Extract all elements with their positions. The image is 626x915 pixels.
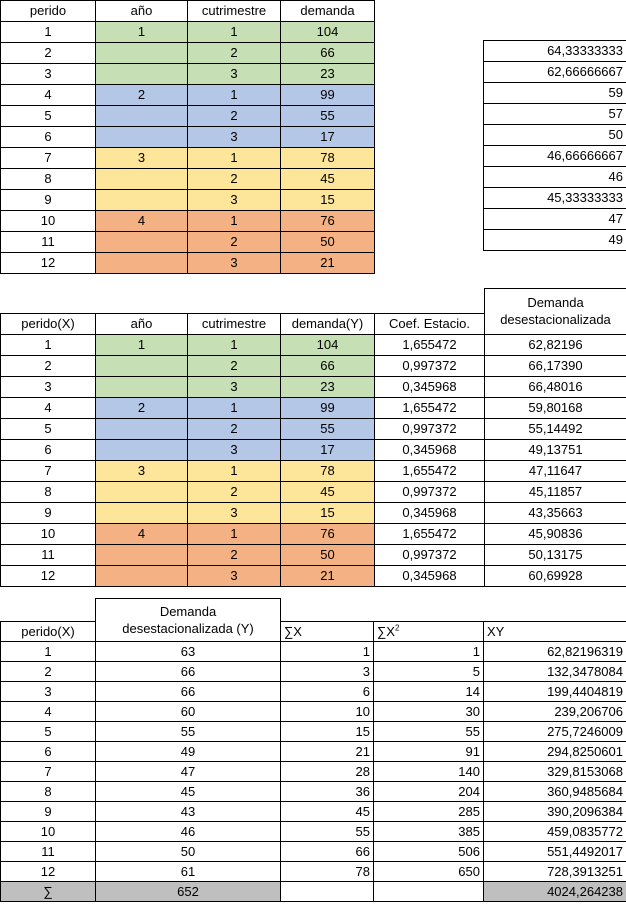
cell: 1 <box>1 642 96 662</box>
list-item <box>484 209 626 230</box>
cell: 0,345968 <box>375 502 485 523</box>
header-cutrimestre: cutrimestre <box>188 313 281 334</box>
cell: 1 <box>281 642 374 662</box>
cell: 1 <box>1 334 96 355</box>
cell: 21 <box>281 253 375 274</box>
cell: 2 <box>188 355 281 376</box>
cell: 43,35663 <box>485 502 626 523</box>
header-demanda: demanda <box>281 1 375 22</box>
cell: 1,655472 <box>375 334 485 355</box>
cell: 3 <box>1 64 96 85</box>
cell <box>96 355 188 376</box>
cell: 551,4492017 <box>484 842 626 862</box>
header-cutrimestre: cutrimestre <box>188 1 281 22</box>
cell: 3 <box>188 439 281 460</box>
header-sum-x2-sup: 2 <box>394 623 400 633</box>
table-row <box>1 460 626 481</box>
cell: 43 <box>96 802 281 822</box>
cell: 50 <box>281 544 375 565</box>
seasonal-table <box>0 288 626 587</box>
cell: 23 <box>281 64 375 85</box>
cell <box>96 544 188 565</box>
table-header-row <box>1 599 626 622</box>
total-row <box>1 882 626 902</box>
cell: 3 <box>1 682 96 702</box>
cell: 55 <box>281 822 374 842</box>
cell: 1 <box>188 148 281 169</box>
cell: 60,69928 <box>485 565 626 586</box>
cell: 3 <box>1 376 96 397</box>
spacer <box>484 599 626 622</box>
header-xy: XY <box>484 621 626 641</box>
cell: 0,997372 <box>375 544 485 565</box>
cell: 9 <box>1 802 96 822</box>
cell: 8 <box>1 169 96 190</box>
cell: 17 <box>281 439 375 460</box>
table-row <box>1 481 626 502</box>
cell: 1 <box>96 334 188 355</box>
cell: 62,66666667 <box>484 62 626 83</box>
cell: 5 <box>1 106 96 127</box>
cell: 3 <box>188 376 281 397</box>
table-header-row <box>1 621 626 641</box>
cell: 45,11857 <box>485 481 626 502</box>
cell: 45 <box>96 782 281 802</box>
table-row <box>1 148 375 169</box>
cell: 45,90836 <box>485 523 626 544</box>
header-ano: año <box>96 313 188 334</box>
list-item <box>484 104 626 125</box>
cell <box>281 882 374 902</box>
cell: 57 <box>484 104 626 125</box>
cell: 15 <box>281 190 375 211</box>
demand-table <box>0 0 375 274</box>
cell: 2 <box>188 106 281 127</box>
cell: 6 <box>1 439 96 460</box>
cell: 0,997372 <box>375 418 485 439</box>
cell: 46 <box>484 167 626 188</box>
cell: 1 <box>188 460 281 481</box>
cell: 66,17390 <box>485 355 626 376</box>
cell: 50 <box>281 232 375 253</box>
spacer <box>375 289 485 314</box>
header-sum-x2-label: ∑X <box>377 623 395 639</box>
cell: 8 <box>1 782 96 802</box>
cell: 3 <box>188 253 281 274</box>
cell: 506 <box>374 842 484 862</box>
cell: 4 <box>1 397 96 418</box>
cell: 204 <box>374 782 484 802</box>
cell: 2 <box>96 85 188 106</box>
header-demanda-desestacionalizada <box>485 289 626 335</box>
table-row <box>1 376 626 397</box>
cell: 10 <box>281 702 374 722</box>
table-row <box>1 43 375 64</box>
cell: 0,345968 <box>375 376 485 397</box>
cell: 12 <box>1 862 96 882</box>
cell <box>96 190 188 211</box>
table-row <box>1 211 375 232</box>
list-item <box>484 188 626 209</box>
table-row <box>1 22 375 43</box>
cell: 78 <box>281 460 375 481</box>
cell: 285 <box>374 802 484 822</box>
cell: 4 <box>1 702 96 722</box>
cell: 17 <box>281 127 375 148</box>
cell: 1 <box>188 397 281 418</box>
cell <box>96 418 188 439</box>
cell: 1 <box>374 642 484 662</box>
cell: 55 <box>96 722 281 742</box>
cell: 6 <box>281 682 374 702</box>
cell <box>96 481 188 502</box>
cell: 5 <box>1 722 96 742</box>
table-row <box>1 842 626 862</box>
cell: 50,13175 <box>485 544 626 565</box>
cell <box>96 232 188 253</box>
cell: 140 <box>374 762 484 782</box>
cell: 294,8250601 <box>484 742 626 762</box>
cell: 0,997372 <box>375 481 485 502</box>
total-xy: 4024,264238 <box>484 882 626 902</box>
cell: 5 <box>374 662 484 682</box>
cell <box>96 43 188 64</box>
cell: 7 <box>1 460 96 481</box>
table-row <box>1 662 626 682</box>
total-label: ∑ <box>1 882 96 902</box>
cell: 49 <box>484 230 626 251</box>
cell: 3 <box>188 190 281 211</box>
cell: 728,3913251 <box>484 862 626 882</box>
cell: 11 <box>1 544 96 565</box>
cell <box>96 376 188 397</box>
cell: 3 <box>281 662 374 682</box>
cell: 8 <box>1 481 96 502</box>
cell <box>96 64 188 85</box>
cell: 55 <box>374 722 484 742</box>
cell: 47 <box>96 762 281 782</box>
cell: 360,9485684 <box>484 782 626 802</box>
list-item <box>484 41 626 62</box>
cell: 60 <box>96 702 281 722</box>
cell: 66 <box>281 355 375 376</box>
cell: 1,655472 <box>375 397 485 418</box>
cell: 1 <box>188 334 281 355</box>
table-row <box>1 782 626 802</box>
cell: 78 <box>281 148 375 169</box>
header-coef-estacio: Coef. Estacio. <box>375 313 485 334</box>
cell: 3 <box>96 148 188 169</box>
cell: 15 <box>281 502 375 523</box>
cell: 46 <box>96 822 281 842</box>
cell: 3 <box>188 502 281 523</box>
table-row <box>1 682 626 702</box>
spacer <box>281 289 375 314</box>
table-row <box>1 802 626 822</box>
cell: 104 <box>281 22 375 43</box>
cell: 28 <box>281 762 374 782</box>
header-perido: perido <box>1 1 96 22</box>
cell: 36 <box>281 782 374 802</box>
cell: 50 <box>484 125 626 146</box>
cell: 55 <box>281 418 375 439</box>
table-row <box>1 106 375 127</box>
cell: 66 <box>281 842 374 862</box>
cell: 99 <box>281 85 375 106</box>
cell: 1,655472 <box>375 460 485 481</box>
cell: 66,48016 <box>485 376 626 397</box>
table-row <box>1 822 626 842</box>
cell: 2 <box>188 544 281 565</box>
cell: 12 <box>1 565 96 586</box>
cell: 59,80168 <box>485 397 626 418</box>
header-line1: Demanda <box>159 604 217 619</box>
cell: 50 <box>96 842 281 862</box>
table-row <box>1 544 626 565</box>
cell: 239,206706 <box>484 702 626 722</box>
cell: 2 <box>188 418 281 439</box>
cell: 2 <box>1 355 96 376</box>
table-row <box>1 85 375 106</box>
cell: 10 <box>1 523 96 544</box>
cell: 66 <box>281 43 375 64</box>
cell: 3 <box>96 460 188 481</box>
cell <box>96 106 188 127</box>
cell: 390,2096384 <box>484 802 626 822</box>
spacer <box>96 289 188 314</box>
cell: 76 <box>281 523 375 544</box>
table-row <box>1 722 626 742</box>
cell: 4 <box>96 211 188 232</box>
cell: 91 <box>374 742 484 762</box>
cell: 47 <box>484 209 626 230</box>
cell: 45 <box>281 481 375 502</box>
cell <box>374 882 484 902</box>
cell: 12 <box>1 253 96 274</box>
table-row <box>1 355 626 376</box>
header-sum-x: ∑X <box>281 621 374 641</box>
list-item <box>484 230 626 251</box>
table-row <box>1 334 626 355</box>
cell: 47,11647 <box>485 460 626 481</box>
cell: 2 <box>188 232 281 253</box>
cell: 2 <box>188 169 281 190</box>
cell: 66 <box>96 662 281 682</box>
cell: 63 <box>96 642 281 662</box>
spacer <box>374 599 484 622</box>
cell: 9 <box>1 190 96 211</box>
cell: 5 <box>1 418 96 439</box>
cell: 385 <box>374 822 484 842</box>
table-row <box>1 565 626 586</box>
header-line1: Demanda <box>527 295 584 311</box>
list-item <box>484 167 626 188</box>
table-row <box>1 642 626 662</box>
cell <box>96 565 188 586</box>
table-row <box>1 190 375 211</box>
cell: 55,14492 <box>485 418 626 439</box>
spacer <box>281 599 374 622</box>
table-row <box>1 862 626 882</box>
cell: 1 <box>188 22 281 43</box>
table-row <box>1 439 626 460</box>
table-row <box>1 397 626 418</box>
cell: 1 <box>1 22 96 43</box>
cell: 4 <box>96 523 188 544</box>
cell: 23 <box>281 376 375 397</box>
cell: 2 <box>96 397 188 418</box>
header-perido-x: perido(X) <box>1 313 96 334</box>
cell: 7 <box>1 762 96 782</box>
spacer <box>188 289 281 314</box>
cell: 1 <box>96 22 188 43</box>
table-header-row <box>1 1 375 22</box>
cell: 1 <box>188 85 281 106</box>
cell: 7 <box>1 148 96 169</box>
cell: 1 <box>188 211 281 232</box>
cell: 14 <box>374 682 484 702</box>
cell: 11 <box>1 232 96 253</box>
table-row <box>1 127 375 148</box>
table-row <box>1 253 375 274</box>
spacer <box>1 289 96 314</box>
cell: 4 <box>1 85 96 106</box>
header-sum-x2 <box>374 621 484 641</box>
cell: 3 <box>188 64 281 85</box>
cell: 30 <box>374 702 484 722</box>
cell: 0,345968 <box>375 439 485 460</box>
cell: 45,33333333 <box>484 188 626 209</box>
cell: 2 <box>1 43 96 64</box>
cell: 2 <box>188 43 281 64</box>
cell: 21 <box>281 742 374 762</box>
table-row <box>1 418 626 439</box>
cell: 199,4404819 <box>484 682 626 702</box>
table-row <box>1 232 375 253</box>
header-perido-x: perido(X) <box>1 621 96 641</box>
cell: 99 <box>281 397 375 418</box>
header-demanda-desestacionalizada-y <box>96 599 281 642</box>
cell: 6 <box>1 127 96 148</box>
cell: 275,7246009 <box>484 722 626 742</box>
cell: 45 <box>281 169 375 190</box>
spacer <box>1 599 96 622</box>
header-demanda-y: demanda(Y) <box>281 313 375 334</box>
cell: 21 <box>281 565 375 586</box>
list-item <box>484 146 626 167</box>
cell: 104 <box>281 334 375 355</box>
cell <box>96 502 188 523</box>
cell: 62,82196 <box>485 334 626 355</box>
cell: 66 <box>96 682 281 702</box>
cell: 9 <box>1 502 96 523</box>
cell: 650 <box>374 862 484 882</box>
cell: 45 <box>281 802 374 822</box>
cell: 11 <box>1 842 96 862</box>
cell: 64,33333333 <box>484 41 626 62</box>
table-row <box>1 523 626 544</box>
cell: 10 <box>1 211 96 232</box>
table-row <box>1 502 626 523</box>
cell: 76 <box>281 211 375 232</box>
list-item <box>484 62 626 83</box>
regression-table <box>0 598 626 902</box>
cell: 3 <box>188 127 281 148</box>
cell: 1,655472 <box>375 523 485 544</box>
cell: 78 <box>281 862 374 882</box>
cell: 3 <box>188 565 281 586</box>
moving-average-column <box>483 40 626 251</box>
table-row <box>1 762 626 782</box>
cell <box>96 169 188 190</box>
cell: 2 <box>1 662 96 682</box>
cell: 329,8153068 <box>484 762 626 782</box>
header-line2: desestacionalizada (Y) <box>122 621 254 636</box>
cell: 0,345968 <box>375 565 485 586</box>
cell: 1 <box>188 523 281 544</box>
cell: 55 <box>281 106 375 127</box>
cell: 46,66666667 <box>484 146 626 167</box>
cell: 15 <box>281 722 374 742</box>
table-row <box>1 702 626 722</box>
cell: 0,997372 <box>375 355 485 376</box>
cell: 49 <box>96 742 281 762</box>
table-header-row <box>1 289 626 314</box>
cell: 49,13751 <box>485 439 626 460</box>
list-item <box>484 83 626 104</box>
cell: 62,82196319 <box>484 642 626 662</box>
cell: 132,3478084 <box>484 662 626 682</box>
cell: 61 <box>96 862 281 882</box>
list-item <box>484 125 626 146</box>
total-y: 652 <box>96 882 281 902</box>
cell: 10 <box>1 822 96 842</box>
header-line2: desestacionalizada <box>500 312 611 328</box>
cell: 459,0835772 <box>484 822 626 842</box>
cell: 59 <box>484 83 626 104</box>
cell <box>96 127 188 148</box>
cell: 6 <box>1 742 96 762</box>
cell <box>96 253 188 274</box>
cell: 2 <box>188 481 281 502</box>
table-row <box>1 742 626 762</box>
header-ano: año <box>96 1 188 22</box>
table-row <box>1 169 375 190</box>
table-row <box>1 64 375 85</box>
cell <box>96 439 188 460</box>
